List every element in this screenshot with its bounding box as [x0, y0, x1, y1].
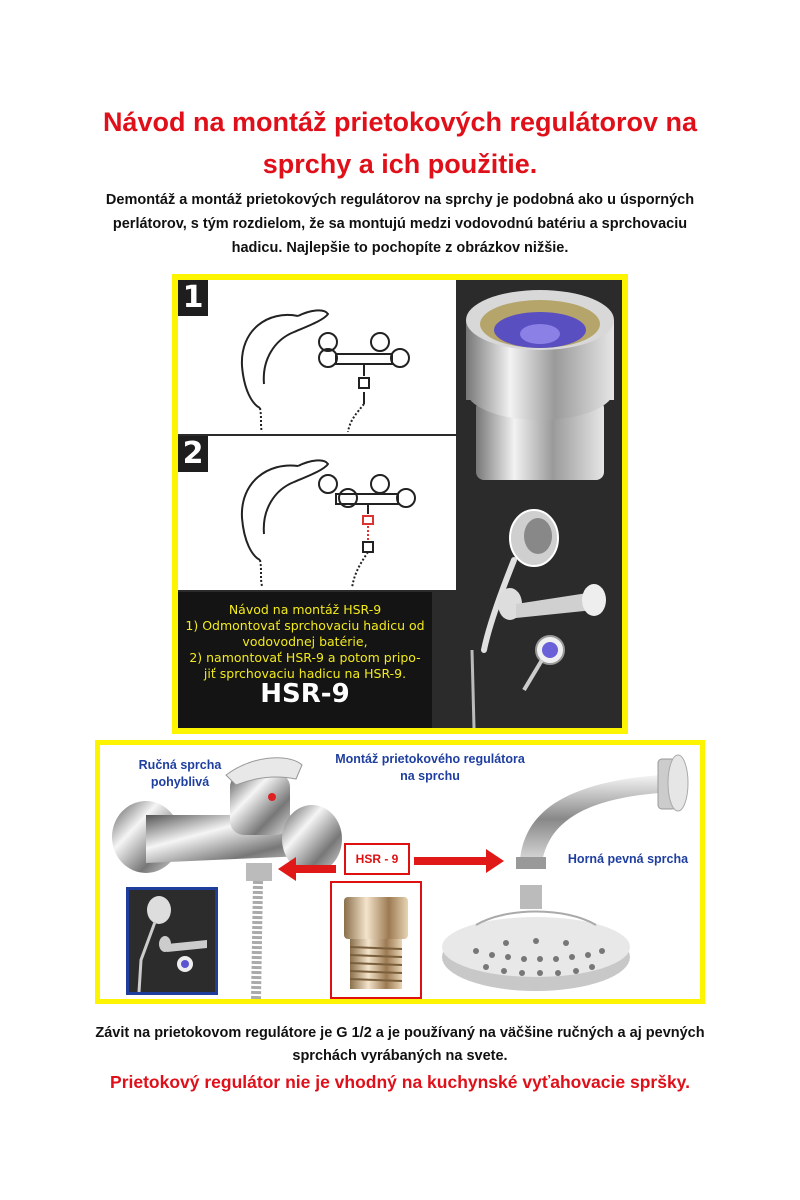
figure-placement-inner	[100, 745, 700, 999]
page-title-line-1: Návod na montáž prietokových regulátorov na	[102, 107, 698, 137]
instructions-line-2: vodovodnej batérie,	[242, 634, 368, 649]
product-name: HSR-9	[260, 679, 350, 709]
step-1-panel	[178, 280, 456, 434]
instructions-title: Návod na montáž HSR-9	[228, 602, 382, 617]
arrow-right-icon	[414, 845, 506, 875]
kitchen-warning: Prietokový regulátor nie je vhodný na kuchynské vyťahovacie spršky.	[110, 1072, 690, 1092]
figure-installation-inner	[178, 280, 622, 728]
thread-info-line-1: Závit na prietokovom regulátore je G 1/2 a je používaný na väčšine ručných a aj pevných	[95, 1025, 705, 1041]
label-hand-shower-line-2: pohyblivá	[150, 775, 210, 789]
instructions-line-3: 2) namontovať HSR-9 a potom pripo-	[189, 650, 421, 665]
arrow-left-icon	[276, 853, 336, 883]
page-title-line-2: sprchy a ich použitie.	[262, 149, 538, 179]
intro-line-2: perlátorov, s tým rozdielom, že sa montujú medzi vodovodnú batériu a sprchovaciu	[112, 216, 688, 232]
regulator-closeup-photo	[332, 883, 420, 997]
instructions-line-1: 1) Odmontovať sprchovaciu hadicu od	[185, 618, 425, 633]
inset-hand-shower-photo	[129, 890, 215, 992]
rain-shower-head-photo	[436, 881, 636, 999]
intro-line-1: Demontáž a montáž prietokových regulátorov na sprchy je podobná ako u úsporných	[105, 192, 695, 208]
label-installation-title-line-2: na sprchu	[400, 769, 460, 783]
intro-line-3: hadicu. Najlepšie to pochopíte z obrázkov nižšie.	[231, 240, 569, 256]
step-2-number: 2	[178, 436, 208, 472]
fixed-shower-arm-photo	[500, 745, 700, 875]
inset-frame	[126, 887, 218, 995]
thread-info-line-2: sprchách vyrábaných na svete.	[292, 1048, 508, 1064]
figure-regulator-placement	[95, 740, 705, 1004]
label-installation-title-line-1: Montáž prietokového regulátora	[335, 752, 525, 766]
regulator-photo	[458, 280, 622, 500]
installation-instructions	[178, 592, 432, 728]
hsr-9-label: HSR - 9	[344, 843, 410, 875]
regulator-photo-box	[330, 881, 422, 999]
instructions-line-4: jiť sprchovaciu hadicu na HSR-9.	[203, 666, 407, 681]
step-1-number: 1	[178, 280, 208, 316]
figure-installation-steps	[172, 274, 628, 734]
step-2-drawing	[178, 436, 456, 590]
label-hand-shower-line-1: Ručná sprcha	[138, 758, 222, 772]
intro-paragraph	[95, 188, 705, 260]
step-1-drawing	[178, 280, 456, 434]
hand-shower-photo	[454, 500, 622, 728]
step-2-panel	[178, 436, 456, 590]
label-fixed-shower: Horná pevná sprcha	[567, 852, 689, 866]
